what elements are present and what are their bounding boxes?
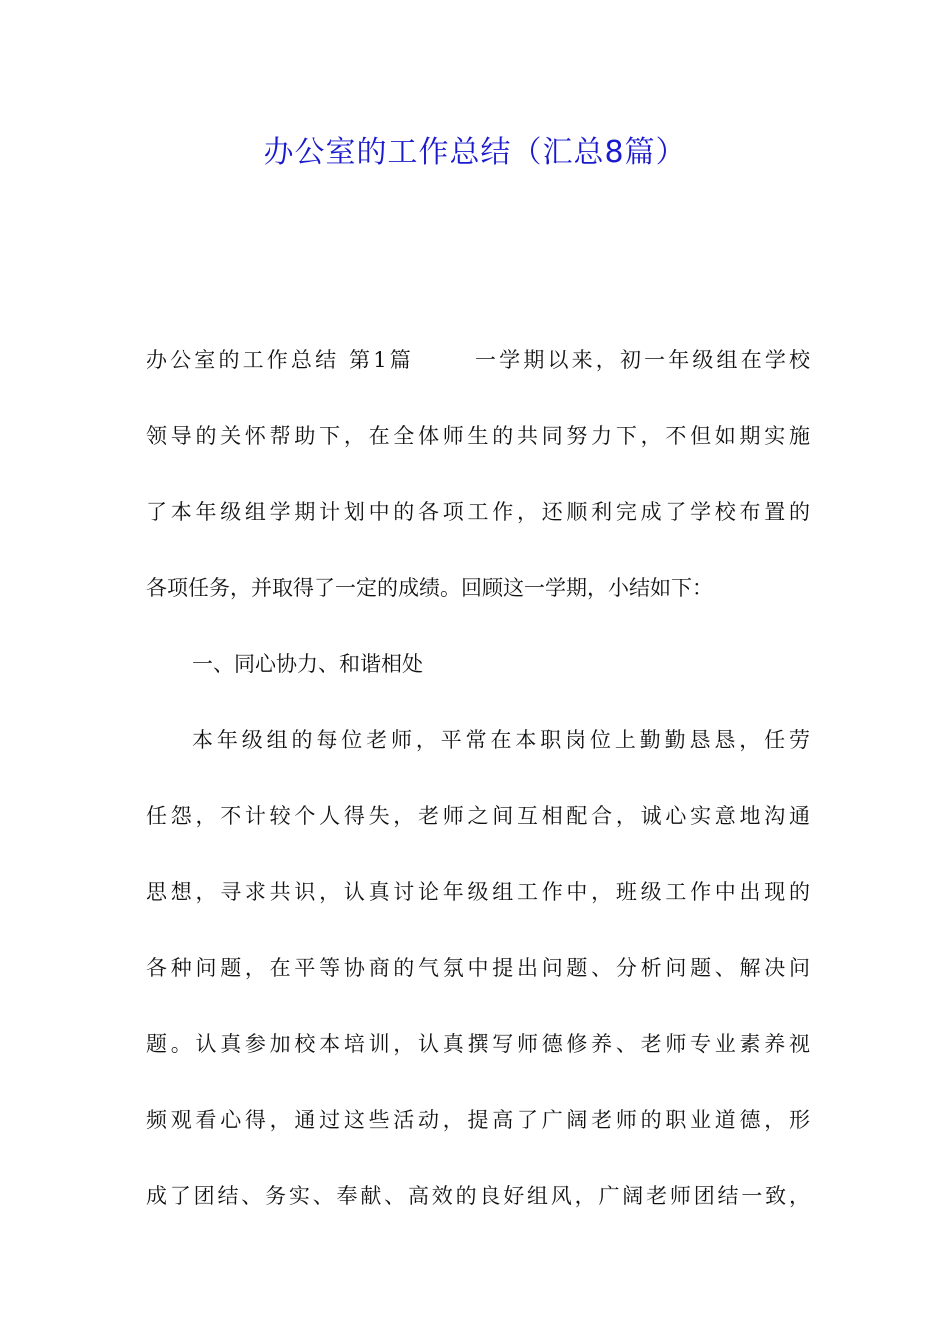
paragraph-line: 频观看心得，通过这些活动，提高了广阔老师的职业道德，形 xyxy=(146,1108,810,1132)
paragraph-line: 各种问题，在平等协商的气氛中提出问题、分析问题、解决问 xyxy=(146,956,810,980)
subsection-heading: 一、同心协力、和谐相处 xyxy=(192,652,423,676)
paragraph-line: 成了团结、务实、奉献、高效的良好组风，广阔老师团结一致， xyxy=(146,1184,810,1208)
paragraph-text: 一学期以来，初一年级组在学校 xyxy=(471,348,811,372)
paragraph-line: 各项任务，并取得了一定的成绩。回顾这一学期，小结如下： xyxy=(146,576,713,600)
paragraph-line: 本年级组的每位老师，平常在本职岗位上勤勤恳恳，任劳 xyxy=(192,728,810,752)
paragraph-line: 任怨，不计较个人得失，老师之间互相配合，诚心实意地沟通 xyxy=(146,804,810,828)
paragraph-line: 领导的关怀帮助下，在全体师生的共同努力下，不但如期实施 xyxy=(146,424,810,448)
paragraph-line: 思想，寻求共识，认真讨论年级组工作中，班级工作中出现的 xyxy=(146,880,810,904)
document-title: 办公室的工作总结（汇总8篇） xyxy=(263,135,687,170)
paragraph-line xyxy=(146,334,810,410)
paragraph-line: 题。认真参加校本培训，认真撰写师德修养、老师专业素养视 xyxy=(146,1032,810,1056)
paragraph-line: 了本年级组学期计划中的各项工作，还顺利完成了学校布置的 xyxy=(146,500,810,524)
section-heading: 办公室的工作总结 第1篇 xyxy=(146,348,414,372)
document-body xyxy=(146,334,810,1246)
